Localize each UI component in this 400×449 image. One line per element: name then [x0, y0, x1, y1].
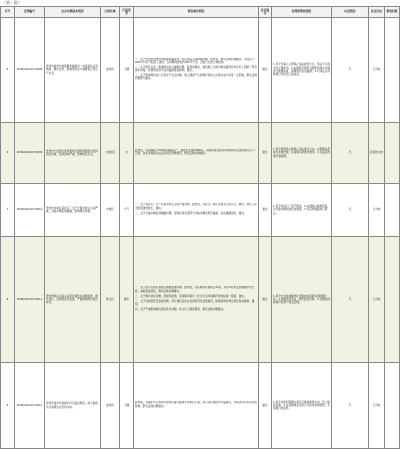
row-handling: 1.责令该煤矿限期完善矸石堆场截排水沟、挡土墙等设施。2.对受影响农田进行评估并协商赔偿。3.加强日常监管。: [272, 363, 332, 449]
row-detail: [134, 363, 259, 449]
row-basic: 贵州市盘州市某煤矿矸石随意堆放，雨天淋溶水污染周边农田和水体。: [45, 363, 101, 449]
table-header-row: [1, 7, 400, 18]
row-code: DOSKA2021070009: [15, 123, 45, 184]
row-accountability: 无: [332, 123, 369, 184]
table-row: [1, 18, 400, 123]
row-handling: 1.责令当事人立即停止违法建设行为，依法下达责令改正通知书。2.由镇政府组织对阻断的排水沟渠进行疏通恢复，保障周边农田灌溉。3.对违法占用耕地行为依法立案查处。: [272, 18, 332, 123]
row-verdict: 属实: [259, 123, 272, 184]
header-deadline: 整改时限: [385, 7, 400, 18]
table-row: [1, 363, 400, 449]
header-handling: 处理和整改情况: [272, 7, 332, 18]
row-basic: 贵州市钟山区某小区附近餐饮店油烟直排，噪声扰民，夜间经营至凌晨，严重影响周边居民休息。: [45, 237, 101, 363]
row-detail: [134, 237, 259, 363]
row-type: 大气: [120, 184, 134, 237]
table-row: [1, 184, 400, 237]
detail-paragraph: 三、关于影响周边农户正常生产生活问题。施工期间产生的噪声和扬尘对周边农户造成一定影响，群众反映问题部分属实。: [135, 74, 257, 81]
detail-paragraph: 三、关于夜间经营至凌晨问题。部分餐饮店存在夜间经营至凌晨情况，顾客喧哗对周边居民造成影响，属实。: [135, 299, 255, 306]
row-closed: 已办结: [369, 184, 385, 237]
row-index: 6: [1, 123, 15, 184]
row-index: 5: [1, 18, 15, 123]
detail-paragraph: 一、关于贵州市盘州市柏果镇老屋基村一村民建房占用耕地问题。经核查，群众反映问题属实。该村民于2021年3月开始动工建房，占用耕地面积约300平方米，目前已完成主体结构。: [135, 57, 255, 65]
header-basic: 交办问题基本情况: [45, 7, 101, 18]
row-type: 噪声: [120, 237, 134, 363]
header-type: 污染类型: [120, 7, 134, 18]
header-index: 序号: [1, 7, 15, 18]
row-basic: 贵州市盘州市柏果镇老屋基村一村民建房占用耕地，破坏农田，影响周边农户灌溉和正常生产生活。: [45, 18, 101, 123]
header-detail: 调查核实情况: [134, 7, 259, 18]
row-code: DOSKA2021070010: [15, 184, 45, 237]
row-verdict: 属实: [259, 363, 272, 449]
detail-paragraph: 一、关于某砂石厂生产过程中粉尘污染严重问题。经核查，该砂石厂除尘设施未正常运行，破碎、筛分工序无组织排放粉尘，属实。: [135, 203, 257, 210]
row-region: 水城区: [101, 184, 120, 237]
row-closed: 已办结: [369, 18, 385, 123]
row-detail: [134, 184, 259, 237]
header-closed: 是否办结: [369, 7, 385, 18]
row-code: DOSKA2021070011: [15, 237, 45, 363]
row-index: 7: [1, 184, 15, 237]
row-verdict: 属实: [259, 237, 272, 363]
header-accountability: 问责情况: [332, 7, 369, 18]
row-type: 土壤: [120, 363, 134, 449]
detail-paragraph: 二、关于运输车辆沿途撒漏问题。现场检查发现部分运输车辆未规范覆盖，存在撒漏现象，属实。: [135, 211, 247, 215]
row-code: DOSKA2021070012: [15, 363, 45, 449]
row-deadline: [385, 123, 400, 184]
row-region: 钟山区: [101, 237, 120, 363]
table-row: [1, 123, 400, 184]
row-closed: 已办结: [369, 237, 385, 363]
row-region: 六枝特区: [101, 123, 120, 184]
row-detail: [134, 123, 259, 184]
detail-paragraph: 二、关于破坏农田，影响周边农户灌溉问题。经现场调查，建房施工过程中堆放建筑材料及弃土阻断了原有排水沟渠，致使周边部分农田灌溉受到影响，属实。: [135, 65, 257, 73]
row-code: DOSKA2021070008: [15, 18, 45, 123]
row-detail: [134, 18, 259, 123]
row-handling: 1.责令该砂石厂停产整改。2.完善除尘喷淋设施，对运输车辆加装密闭装置。3.对沿途道路进行清扫。: [272, 184, 332, 237]
header-verdict: 是否属实: [259, 7, 272, 18]
header-region: 行政区域: [101, 7, 120, 18]
row-deadline: [385, 18, 400, 123]
row-index: 9: [1, 363, 15, 449]
row-deadline: [385, 184, 400, 237]
row-verdict: 属实: [259, 184, 272, 237]
row-deadline: [385, 237, 400, 363]
row-closed: 已办结: [369, 363, 385, 449]
row-verdict: 属实: [259, 18, 272, 123]
row-basic: 贵州市六枝特区某养殖场长期将养殖废水直排附近河道，周边臭味严重，影响居民生活。: [45, 123, 101, 184]
row-accountability: 无: [332, 237, 369, 363]
row-region: 盘州市: [101, 363, 120, 449]
detail-paragraph: 二、关于噪声扰民问题。经现场监测，夜间噪声超过《社会生活环境噪声排放标准》限值，属实。: [135, 294, 247, 298]
row-type: 土壤: [120, 18, 134, 123]
row-handling: 1.责令养殖场立即停止违法排污行为。2.限期完善粪污处理设施，实现粪污资源化利用。3.对溢流沟渠开展清理。: [272, 123, 332, 184]
row-accountability: 无: [332, 18, 369, 123]
row-basic: 贵州市水城区某砂石厂生产过程中粉尘污染严重，运输车辆沿途撒漏，影响周边环境。: [45, 184, 101, 237]
detail-paragraph: 四、关于严重影响周边居民休息问题。综合以上调查情况，群众反映问题属实。: [135, 307, 226, 311]
row-accountability: 无: [332, 184, 369, 237]
row-deadline: [385, 363, 400, 449]
header-code: 受理编号: [15, 7, 45, 18]
row-index: 8: [1, 237, 15, 363]
row-region: 盘州市: [101, 18, 120, 123]
detail-paragraph: 一、关于某小区附近餐饮店油烟直排问题。经核查，该区域共有餐饮店12家，其中3家未安装油烟净化设施，油烟直接排放，群众反映问题属实。: [135, 286, 255, 293]
row-type: 水: [120, 123, 134, 184]
table-row: [1, 237, 400, 363]
detail-paragraph: 经核查，该煤矿矸石堆场未按规范建设截排水沟和挡土墙，雨天存在淋溶水外溢情况，对周边部分农田造成影响，群众反映问题属实。: [135, 401, 257, 408]
table-caption: （第一批）: [2, 0, 22, 5]
row-closed: 阶段性办结: [369, 123, 385, 184]
detail-paragraph: 经核查，该养殖场于2018年建成投产，现存栏生猪约800头。现场检查发现该养殖场粪污处理设施运行不正常，存在养殖废水溢流至附近沟渠情况，群众反映问题属实。: [135, 148, 256, 156]
row-accountability: 无: [332, 363, 369, 449]
complaint-table: [0, 6, 400, 449]
row-handling: 1.责令未安装油烟净化设施的3家餐饮店限期安装。2.加强夜间巡查，规范经营时间。3.对超标排放噪声的商户依法处理。: [272, 237, 332, 363]
